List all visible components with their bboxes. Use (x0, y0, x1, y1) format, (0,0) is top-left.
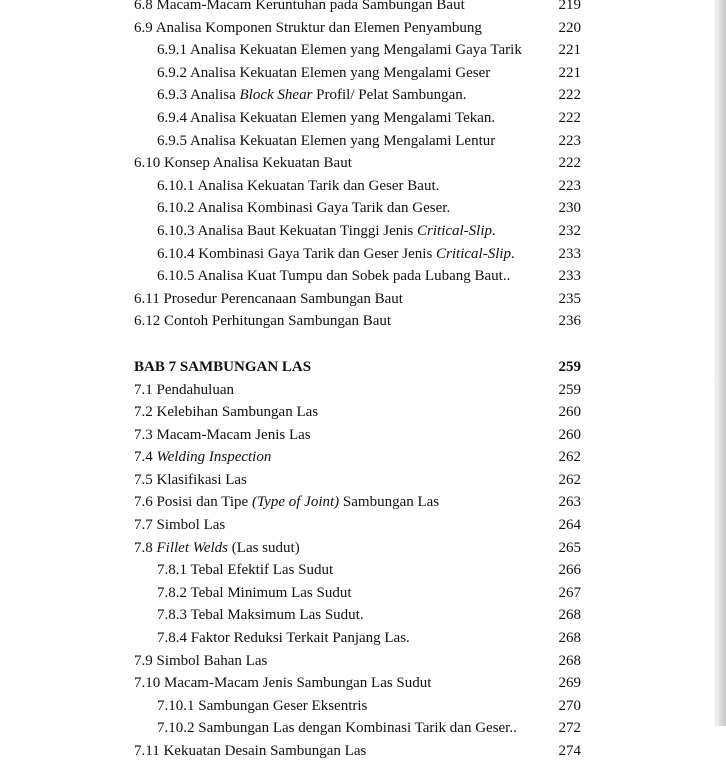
toc-entry-row (134, 62, 581, 85)
toc-entry-title (157, 175, 439, 198)
toc-entry-number: 6.9.1 (157, 42, 187, 59)
toc-entry-title (157, 627, 410, 650)
toc-entry-title (134, 491, 439, 514)
toc-entry-title (134, 0, 465, 17)
toc-entry-text: Kelebihan Sambungan Las (156, 404, 319, 421)
toc-page-number: 262 (558, 471, 581, 488)
toc-entry-number: 6.11 (134, 290, 160, 307)
toc-page-number: 223 (558, 132, 581, 149)
toc-page-number: 219 (558, 0, 581, 13)
toc-page-number: 268 (558, 630, 581, 647)
toc-page-number: 260 (558, 404, 581, 421)
toc-page-number: 221 (558, 42, 581, 59)
toc-page-number: 269 (558, 675, 581, 692)
toc-entry-row (134, 243, 581, 266)
toc-entry-title (134, 672, 431, 695)
toc-entry-text: Konsep Analisa Kekuatan Baut (164, 155, 352, 172)
toc-entry-text: Prosedur Perencanaan Sambungan Baut (163, 290, 403, 307)
toc-entry-title (157, 84, 467, 107)
toc-chapter-row (134, 356, 581, 379)
toc-entry-number: 7.10 (134, 675, 161, 692)
toc-entry-title (134, 356, 311, 379)
toc-entry-number: 6.10.5 (157, 268, 195, 285)
toc-entry-number: 7.8.1 (157, 562, 187, 579)
toc-entry-number: 7.4 (134, 449, 153, 466)
toc-entry-text: Macam-Macam Jenis Las (156, 426, 311, 443)
toc-entry-row (134, 310, 581, 333)
toc-entry-text: Analisa Kekuatan Elemen yang Mengalami Gaya Tarik (189, 42, 522, 59)
toc-entry-row (134, 152, 581, 175)
toc-entry-text: Analisa Kuat Tumpu dan Sobek pada Lubang Baut.. (197, 268, 511, 285)
toc-entry-text-suffix: (Las sudut) (228, 539, 300, 556)
toc-page-number: 222 (558, 109, 581, 126)
toc-entry-text: Simbol Bahan Las (156, 652, 268, 669)
toc-entry-row (134, 627, 581, 650)
toc-entry-title (134, 152, 352, 175)
toc-entry-title (134, 310, 391, 333)
toc-entry-title (157, 604, 364, 627)
toc-page-number: 232 (558, 222, 581, 239)
toc-entry-number: 7.10.2 (157, 720, 195, 737)
toc-page-number: 235 (558, 290, 581, 307)
toc-entry-number: 6.12 (134, 313, 161, 330)
toc-entry-row (134, 39, 581, 62)
toc-entry-row (134, 175, 581, 198)
toc-entry-italic-text: Critical-Slip (417, 222, 493, 239)
toc-entry-title (134, 17, 482, 40)
toc-entry-text-suffix: Sambungan Las (339, 494, 440, 511)
toc-entry-number: 6.9.4 (157, 109, 187, 126)
toc-entry-row (134, 491, 581, 514)
toc-entry-title (134, 424, 311, 447)
toc-spacer (134, 333, 581, 356)
toc-entry-row (134, 446, 581, 469)
toc-entry-text-suffix: Profil/ Pelat Sambungan. (312, 87, 467, 104)
toc-entry-text: Macam-Macam Jenis Sambungan Las Sudut (164, 675, 432, 692)
toc-entry-text: Sambungan Las dengan Kombinasi Tarik dan Geser.. (198, 720, 517, 737)
toc-entry-number: 7.10.1 (157, 697, 195, 714)
toc-entry-title (157, 197, 450, 220)
toc-page-number: 223 (558, 177, 581, 194)
toc-entry-text: Analisa Kekuatan Elemen yang Mengalami Tekan. (189, 109, 496, 126)
toc-entry-row (134, 84, 581, 107)
page-shadow (716, 0, 726, 726)
toc-entry-text: Posisi dan Tipe (156, 494, 252, 511)
toc-entry-text: Macam-Macam Keruntuhan pada Sambungan Baut (156, 0, 465, 13)
toc-entry-text: Tebal Maksimum Las Sudut. (190, 607, 364, 624)
toc-entry-title (157, 62, 490, 85)
toc-entry-title (134, 537, 300, 560)
toc-entry-title (157, 107, 495, 130)
toc-page-number: 267 (558, 584, 581, 601)
toc-entry-title (157, 695, 367, 718)
toc-entry-row (134, 288, 581, 311)
toc-page-number: 259 (558, 381, 581, 398)
toc-entry-number: 7.6 (134, 494, 153, 511)
toc-page-number: 272 (558, 720, 581, 737)
toc-entry-title (134, 446, 271, 469)
toc-entry-number: 7.3 (134, 426, 153, 443)
toc-entry-text-suffix: . (511, 245, 515, 262)
toc-entry-text: SAMBUNGAN LAS (179, 358, 312, 375)
toc-entry-number: 6.10.3 (157, 222, 195, 239)
toc-entry-row (134, 220, 581, 243)
toc-entry-row (134, 197, 581, 220)
toc-entry-text: Kombinasi Gaya Tarik dan Geser Jenis (198, 245, 437, 262)
toc-page-number: 220 (558, 19, 581, 36)
toc-entry-number: 6.10.2 (157, 200, 195, 217)
toc-entry-text: Analisa (189, 87, 240, 104)
toc-entry-title (134, 740, 366, 763)
toc-page-number: 222 (558, 155, 581, 172)
toc-entry-row (134, 537, 581, 560)
table-of-contents (134, 0, 581, 763)
toc-entry-number: BAB 7 (134, 358, 177, 375)
toc-page-number: 236 (558, 313, 581, 330)
toc-entry-row (134, 401, 581, 424)
toc-entry-number: 6.9.3 (157, 87, 187, 104)
toc-entry-text: Analisa Kekuatan Elemen yang Mengalami Lentur (189, 132, 496, 149)
toc-page-number: 260 (558, 426, 581, 443)
toc-entry-title (157, 559, 333, 582)
toc-entry-text: Analisa Kekuatan Elemen yang Mengalami Geser (189, 64, 491, 81)
toc-entry-text: Analisa Kombinasi Gaya Tarik dan Geser. (197, 200, 451, 217)
toc-entry-row (134, 469, 581, 492)
toc-entry-number: 6.9.5 (157, 132, 187, 149)
toc-entry-number: 6.9.2 (157, 64, 187, 81)
toc-page-number: 233 (558, 245, 581, 262)
toc-entry-number: 6.9 (134, 19, 153, 36)
toc-entry-italic-text: Critical-Slip (436, 245, 512, 262)
toc-entry-number: 7.7 (134, 517, 153, 534)
toc-entry-title (157, 582, 352, 605)
toc-entry-title (134, 650, 267, 673)
toc-entry-italic-text: Fillet Welds (156, 539, 229, 556)
toc-entry-row (134, 717, 581, 740)
toc-entry-italic-text: Welding Inspection (156, 449, 272, 466)
toc-entry-row (134, 17, 581, 40)
toc-entry-italic-text: (Type of Joint) (251, 494, 340, 511)
toc-entry-title (134, 401, 318, 424)
toc-entry-text: Klasifikasi Las (156, 471, 247, 488)
toc-page-number: 221 (558, 64, 581, 81)
toc-entry-row (134, 650, 581, 673)
toc-entry-title (157, 717, 517, 740)
toc-entry-number: 7.8.3 (157, 607, 187, 624)
toc-page-number: 263 (558, 494, 581, 511)
toc-entry-number: 7.8.2 (157, 584, 187, 601)
toc-entry-text: Tebal Minimum Las Sudut (190, 584, 352, 601)
toc-page-number: 266 (558, 562, 581, 579)
toc-entry-title (157, 220, 496, 243)
toc-entry-text: Faktor Reduksi Terkait Panjang Las. (190, 630, 410, 647)
toc-page-number: 222 (558, 87, 581, 104)
toc-page-number: 264 (558, 517, 581, 534)
toc-entry-text: Analisa Komponen Struktur dan Elemen Penyambung (155, 19, 482, 36)
toc-entry-title (134, 469, 247, 492)
toc-entry-number: 6.10 (134, 155, 161, 172)
toc-page-number: 230 (558, 200, 581, 217)
toc-entry-number: 7.8 (134, 539, 153, 556)
toc-entry-text: Kekuatan Desain Sambungan Las (163, 743, 367, 759)
toc-page-number: 268 (558, 652, 581, 669)
toc-entry-number: 6.10.4 (157, 245, 195, 262)
toc-entry-number: 7.5 (134, 471, 153, 488)
toc-entry-row (134, 379, 581, 402)
toc-entry-row (134, 514, 581, 537)
toc-entry-row (134, 265, 581, 288)
toc-entry-row (134, 0, 581, 17)
toc-entry-text-suffix: . (492, 222, 496, 239)
toc-page-number: 268 (558, 607, 581, 624)
toc-entry-number: 7.9 (134, 652, 153, 669)
toc-entry-text: Sambungan Geser Eksentris (198, 697, 368, 714)
toc-entry-text: Tebal Efektif Las Sudut (190, 562, 334, 579)
toc-entry-row (134, 604, 581, 627)
toc-entry-number: 6.10.1 (157, 177, 195, 194)
toc-entry-row (134, 107, 581, 130)
toc-entry-row (134, 130, 581, 153)
toc-entry-row (134, 672, 581, 695)
toc-entry-text: Simbol Las (156, 517, 226, 534)
toc-entry-number: 7.2 (134, 404, 153, 421)
toc-entry-title (157, 265, 510, 288)
toc-entry-number: 7.11 (134, 743, 160, 759)
toc-entry-number: 7.1 (134, 381, 153, 398)
toc-entry-row (134, 424, 581, 447)
toc-entry-number: 7.8.4 (157, 630, 187, 647)
toc-entry-title (157, 130, 495, 153)
toc-entry-text: Analisa Baut Kekuatan Tinggi Jenis (197, 222, 418, 239)
toc-entry-title (134, 514, 225, 537)
toc-entry-title (157, 39, 522, 62)
toc-entry-number: 6.8 (134, 0, 153, 13)
toc-page-number: 270 (558, 697, 581, 714)
toc-page-number: 262 (558, 449, 581, 466)
toc-entry-row (134, 582, 581, 605)
toc-entry-title (134, 379, 234, 402)
toc-entry-row (134, 559, 581, 582)
toc-entry-row (134, 695, 581, 718)
toc-page-number: 233 (558, 268, 581, 285)
toc-entry-italic-text: Block Shear (239, 87, 313, 104)
toc-page-number: 274 (558, 743, 581, 759)
toc-entry-title (157, 243, 515, 266)
toc-page-number: 259 (558, 358, 581, 375)
toc-entry-text: Analisa Kekuatan Tarik dan Geser Baut. (197, 177, 440, 194)
toc-entry-title (134, 288, 403, 311)
toc-entry-text: Pendahuluan (156, 381, 234, 398)
toc-page-number: 265 (558, 539, 581, 556)
toc-entry-text: Contoh Perhitungan Sambungan Baut (164, 313, 392, 330)
toc-entry-row (134, 740, 581, 763)
